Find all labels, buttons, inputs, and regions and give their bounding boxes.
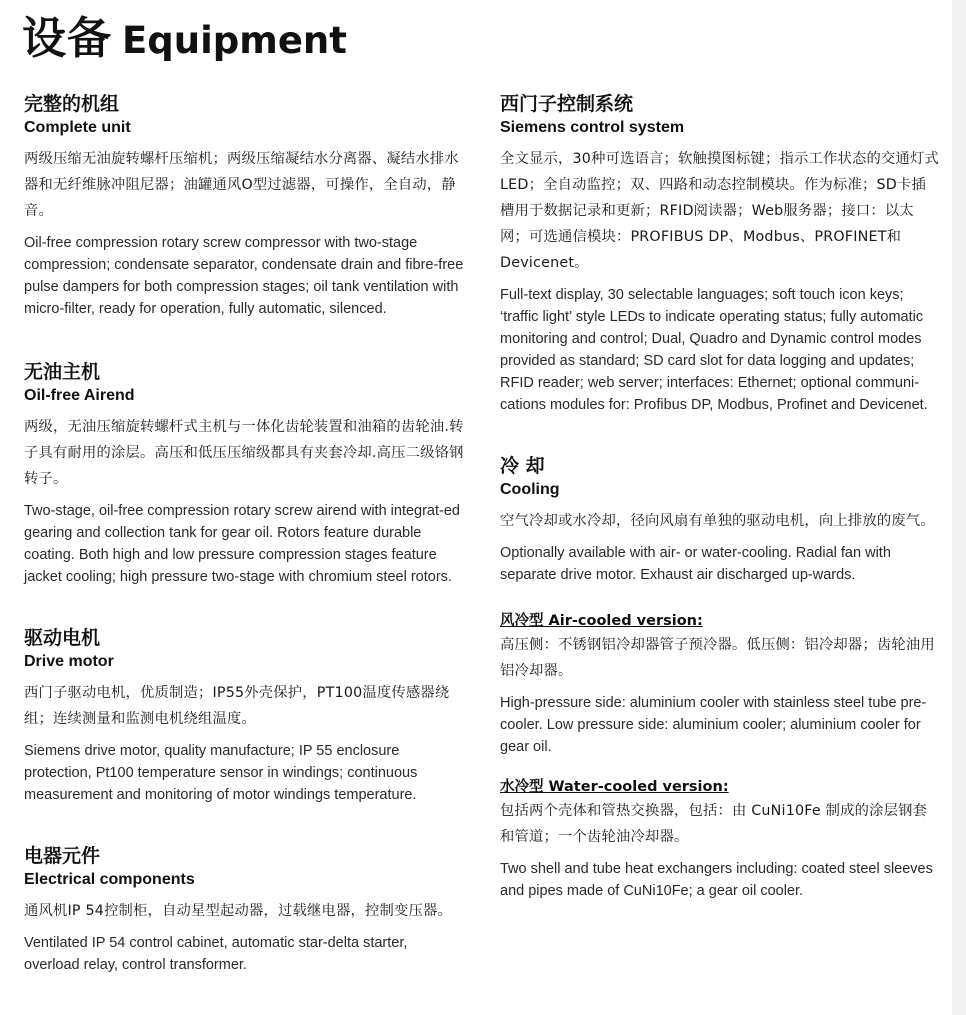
- section-text-zh: 通风机IP 54控制柜，自动星型起动器，过载继电器，控制变压器。: [24, 903, 452, 919]
- section-title-en: Siemens control system: [500, 119, 685, 136]
- section-text-zh: 高压侧：不锈钢铝冷却器管子预冷器。低压侧：铝冷却器；齿轮油用铝冷却器。: [500, 637, 935, 679]
- section-text-zh: 空气冷却或水冷却，径向风扇有单独的驱动电机，向上排放的废气。: [500, 513, 935, 529]
- section-title-en: Oil-free Airend: [24, 387, 135, 404]
- section-text-en: Optionally available with air- or water-cooling. Radial fan with separate drive motor. Exhaust air discharged up-wards.: [500, 545, 891, 583]
- page-edge-strip: [952, 0, 966, 1015]
- section-electrical-components: [24, 844, 464, 976]
- section-title-zh: 西门子控制系统: [500, 93, 634, 115]
- page-title-zh: 设备: [22, 13, 112, 64]
- section-complete-unit: [24, 92, 464, 320]
- section-title-en: Cooling: [500, 481, 560, 498]
- section-title-zh: 完整的机组: [24, 93, 120, 115]
- section-text-zh: 西门子驱动电机，优质制造；IP55外壳保护，PT100温度传感器绕组；连续测量和监测电机绕组温度。: [24, 685, 450, 727]
- section-air-cooled: [500, 610, 940, 758]
- right-column: [500, 92, 940, 902]
- section-title-en: Complete unit: [24, 119, 131, 136]
- section-title-en: Electrical components: [24, 871, 195, 888]
- section-text-zh: 全文显示，30种可选语言；软触摸图标键；指示工作状态的交通灯式LED；全自动监控；双、四路和动态控制模块。作为标准；SD卡插槽用于数据记录和更新；RFID阅读器；Web服务器；接口：以太网；可选通信模块：PROFIBUS DP、Modbus、PROFINET和Devicenet。: [500, 151, 939, 271]
- section-text-en: Two shell and tube heat exchangers including: coated steel sleeves and pipes made of CuNi10Fe; a gear oil cooler.: [500, 861, 933, 899]
- section-text-zh: 两级，无油压缩旋转螺杆式主机与一体化齿轮装置和油箱的齿轮油.转子具有耐用的涂层。高压和低压压缩级都具有夹套冷却.高压二级铬钢转子。: [24, 419, 464, 487]
- air-cooled-heading: 风冷型 Air-cooled version:: [500, 613, 703, 629]
- section-water-cooled: [500, 776, 940, 902]
- section-text-zh: 两级压缩无油旋转螺杆压缩机；两级压缩凝结水分离器、凝结水排水器和无纤维脉冲阻尼器；油罐通风O型过滤器，可操作，全自动，静音。: [24, 151, 459, 219]
- section-drive-motor: [24, 626, 464, 806]
- section-title-en: Drive motor: [24, 653, 114, 670]
- section-text-en: Full-text display, 30 selectable languages; soft touch icon keys; ‘traffic light’ style LEDs to indicate operating status; fully automatic monitoring and control; Dual, Quadro and Dynamic control modes provided as standard; SD card slot for data logging and updates; RFID reader; web server; interfaces: Ethernet; optional communi-cations modules for: Profibus DP, Modbus, Profinet and Devicenet.: [500, 287, 928, 413]
- left-column: [24, 92, 464, 976]
- section-text-en: Two-stage, oil-free compression rotary screw airend with integrat-ed gearing and collection tank for gear oil. Rotors feature durable coating. Both high and low pressure compression stages feature jacket cooling; high pressure two-stage with chromium steel rotors.: [24, 503, 460, 585]
- section-title-zh: 冷 却: [500, 455, 545, 477]
- section-title-zh: 电器元件: [24, 845, 101, 867]
- page-title-en: Equipment: [122, 19, 347, 62]
- section-text-en: Oil-free compression rotary screw compressor with two-stage compression; condensate separator, condensate drain and fibre-free pulse dampers for both compression stages; oil tank ventilation with micro-filter, ready for operation, fully automatic, silenced.: [24, 235, 464, 317]
- section-siemens-control: [500, 92, 940, 416]
- section-title-zh: 无油主机: [24, 361, 101, 383]
- section-text-en: Ventilated IP 54 control cabinet, automatic star-delta starter, overload relay, control transformer.: [24, 935, 408, 973]
- water-cooled-heading: 水冷型 Water-cooled version:: [500, 779, 729, 795]
- section-text-en: High-pressure side: aluminium cooler with stainless steel tube pre-cooler. Low pressure side: aluminium cooler; aluminium cooler for gear oil.: [500, 695, 927, 755]
- section-text-zh: 包括两个壳体和管热交换器，包括：由 CuNi10Fe 制成的涂层钢套和管道；一个齿轮油冷却器。: [500, 803, 928, 845]
- section-text-en: Siemens drive motor, quality manufacture; IP 55 enclosure protection, Pt100 temperature sensor in windings; continuous measurement and monitoring of motor windings temperature.: [24, 743, 418, 803]
- section-cooling: [500, 454, 940, 586]
- page-title: [22, 2, 347, 66]
- section-oil-free-airend: [24, 360, 464, 588]
- section-title-zh: 驱动电机: [24, 627, 101, 649]
